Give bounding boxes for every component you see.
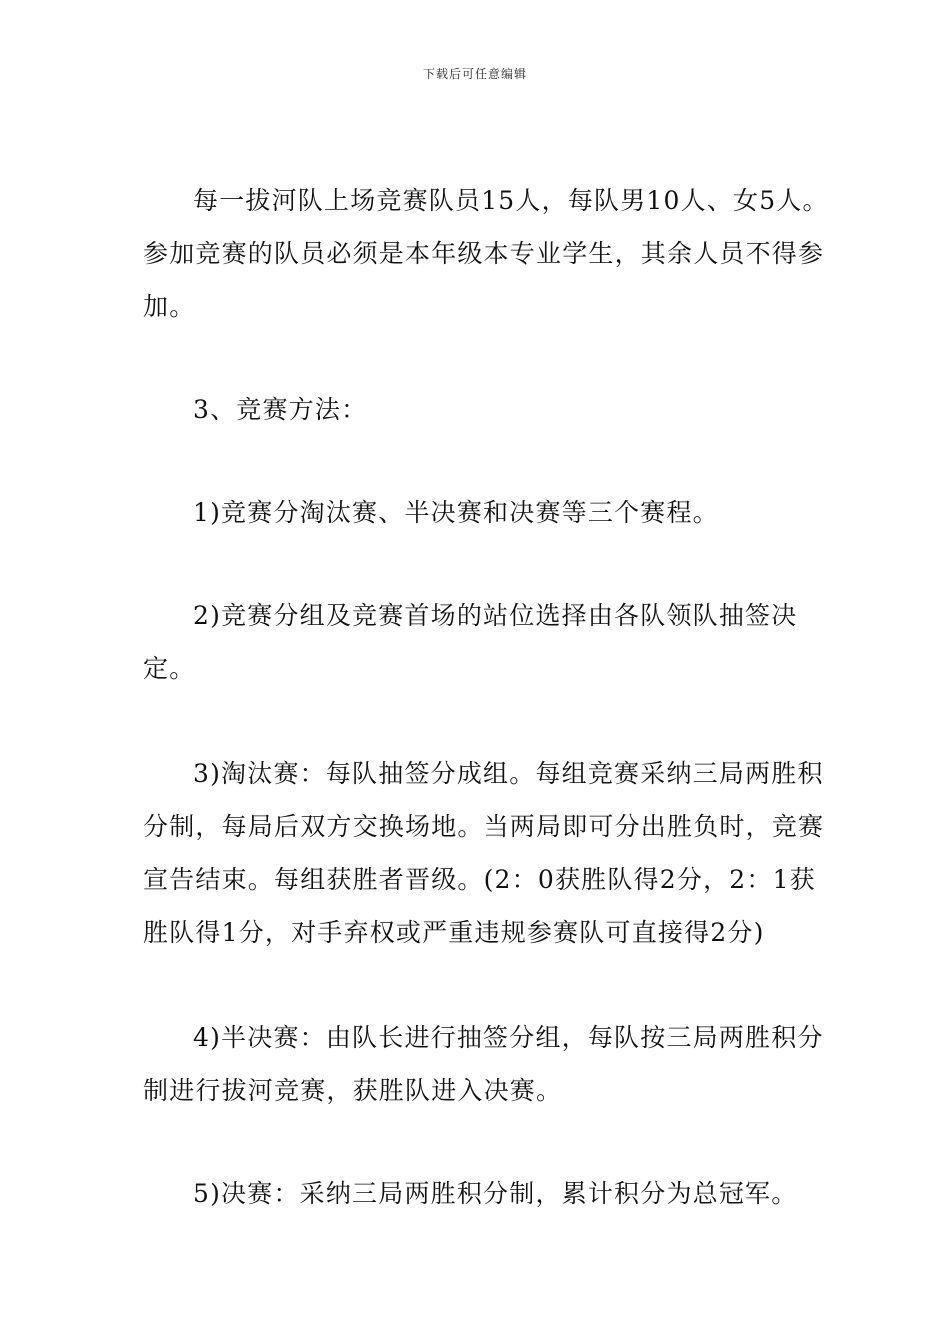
paragraph-rule-2: 2)竞赛分组及竞赛首场的站位选择由各队领队抽签决定。 bbox=[143, 601, 798, 683]
paragraph-rule-1: 1)竞赛分淘汰赛、半决赛和决赛等三个赛程。 bbox=[193, 498, 719, 527]
paragraph-rule-4: 4)半决赛：由队长进行抽签分组，每队按三局两胜积分制进行拔河竞赛，获胜队进入决赛。 bbox=[143, 1023, 824, 1105]
paragraph-rule-3: 3)淘汰赛：每队抽签分成组。每组竞赛采纳三局两胜积分制，每局后双方交换场地。当两局即可分出胜负时，竞赛宣告结束。每组获胜者晋级。(2：0获胜队得2分，2：1获胜队得1分，对手弃权或严重违规参赛队可直接得2分) bbox=[143, 759, 825, 947]
page-header: 下载后可任意编辑 bbox=[422, 67, 527, 81]
document-body bbox=[143, 174, 833, 1220]
section-heading-competition-method: 3、竞赛方法： bbox=[193, 395, 368, 424]
paragraph-rule-5: 5)决赛：采纳三局两胜积分制，累计积分为总冠军。 bbox=[193, 1179, 798, 1208]
paragraph-team-composition: 每一拔河队上场竞赛队员15人，每队男10人、女5人。参加竞赛的队员必须是本年级本专业学生，其余人员不得参加。 bbox=[143, 186, 829, 321]
